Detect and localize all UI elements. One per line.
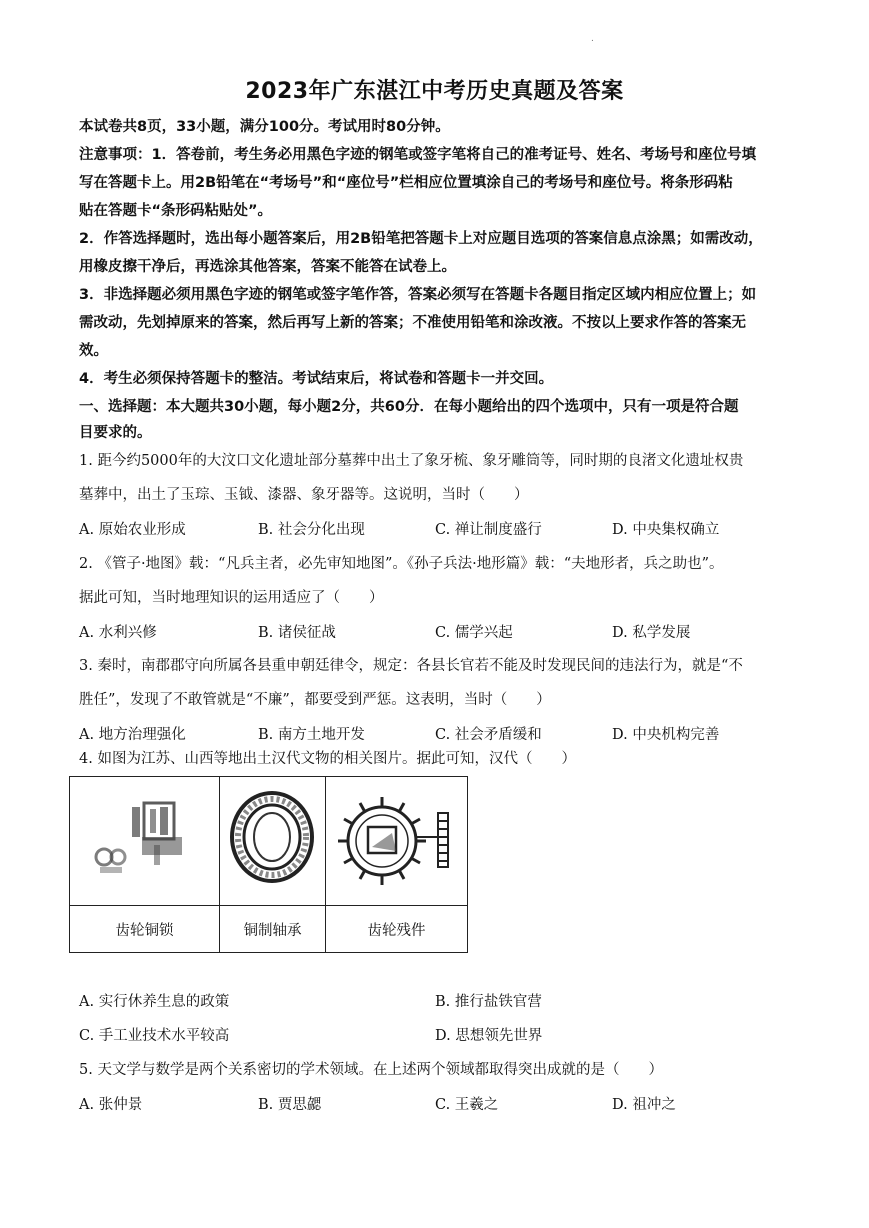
question-2-option-b: B. 诸侯征战 — [258, 625, 336, 641]
question-4-option-c: C. 手工业技术水平较高 — [79, 1028, 230, 1044]
question-1-option-a: A. 原始农业形成 — [79, 522, 186, 538]
question-3-option-d: D. 中央机构完善 — [612, 727, 720, 743]
question-4-option-b: B. 推行盐铁官营 — [435, 994, 542, 1010]
question-2-stem: 2. 《管子·地图》载：“凡兵主者，必先审知地图”。《孙子兵法·地形篇》载：“夫地形者，兵之助也”。 — [79, 556, 724, 572]
question-1-option-d: D. 中央集权确立 — [612, 522, 720, 538]
question-5-option-a: A. 张仲景 — [79, 1097, 143, 1113]
question-3-option-b: B. 南方土地开发 — [258, 727, 365, 743]
intro-line: 2．作答选择题时，选出每小题答案后，用2B铅笔把答题卡上对应题目选项的答案信息点涂黑；如需改动， — [79, 231, 763, 247]
figure-caption: 齿轮铜锁 — [70, 906, 220, 953]
intro-line: 需改动，先划掉原来的答案，然后再写上新的答案；不准使用铅笔和涂改液。不按以上要求作答的答案无 — [79, 315, 746, 331]
bearing-icon — [220, 777, 325, 901]
intro-line: 本试卷共8页，33小题，满分100分。考试用时80分钟。 — [79, 119, 450, 135]
question-2-option-d: D. 私学发展 — [612, 625, 691, 641]
question-5-stem: 5. 天文学与数学是两个关系密切的学术领域。在上述两个领域都取得突出成就的是（ ） — [79, 1062, 663, 1078]
question-1-option-b: B. 社会分化出现 — [258, 522, 365, 538]
intro-line: 写在答题卡上。用2B铅笔在“考场号”和“座位号”栏相应位置填涂自己的考场号和座位号。将条形码粘 — [79, 175, 733, 191]
intro-line: 效。 — [79, 343, 108, 359]
section-heading: 一、选择题：本大题共30小题，每小题2分，共60分．在每小题给出的四个选项中，只有一项是符合题 — [79, 399, 739, 415]
question-2-option-a: A. 水利兴修 — [79, 625, 157, 641]
intro-line: 用橡皮擦干净后，再选涂其他答案，答案不能答在试卷上。 — [79, 259, 456, 275]
question-2-stem: 据此可知，当时地理知识的运用适应了（ ） — [79, 590, 384, 606]
question-1-stem: 墓葬中，出土了玉琮、玉钺、漆器、象牙器等。这说明，当时（ ） — [79, 487, 529, 503]
page-title: 2023年广东湛江中考历史真题及答案 — [245, 79, 624, 104]
question-4-option-a: A. 实行休养生息的政策 — [79, 994, 230, 1010]
intro-line: 4．考生必须保持答题卡的整洁。考试结束后，将试卷和答题卡一并交回。 — [79, 371, 554, 387]
figure-caption: 齿轮残件 — [326, 906, 468, 953]
question-3-stem: 3. 秦时，南郡郡守向所属各县重申朝廷律令，规定：各县长官若不能及时发现民间的违法行为，就是“不 — [79, 658, 743, 674]
figure-caption: 铜制轴承 — [220, 906, 326, 953]
page-mark: . — [591, 34, 594, 44]
question-2-option-c: C. 儒学兴起 — [435, 625, 513, 641]
question-3-option-c: C. 社会矛盾缓和 — [435, 727, 542, 743]
question-5-option-c: C. 王羲之 — [435, 1097, 499, 1113]
question-1-stem: 1. 距今约5000年的大汶口文化遗址部分墓葬中出土了象牙梳、象牙雕筒等，同时期的良渚文化遗址权贵 — [79, 453, 744, 469]
artifact-figure-table — [69, 776, 468, 953]
question-4-option-d: D. 思想领先世界 — [435, 1028, 543, 1044]
question-1-option-c: C. 禅让制度盛行 — [435, 522, 542, 538]
question-3-option-a: A. 地方治理强化 — [79, 727, 186, 743]
gear-fragment-image — [326, 777, 468, 906]
question-5-option-d: D. 祖冲之 — [612, 1097, 676, 1113]
gear-icon — [326, 777, 467, 901]
section-heading: 目要求的。 — [79, 425, 152, 441]
gear-copper-lock-icon — [70, 777, 219, 901]
gear-copper-lock-image — [70, 777, 220, 906]
intro-line: 贴在答题卡“条形码粘贴处”。 — [79, 203, 273, 219]
copper-bearing-image — [220, 777, 326, 906]
question-5-option-b: B. 贾思勰 — [258, 1097, 322, 1113]
intro-line: 注意事项：1．答卷前，考生务必用黑色字迹的钢笔或签字笔将自己的准考证号、姓名、考场号和座位号填 — [79, 147, 757, 163]
question-3-stem: 胜任”，发现了不敢管就是“不廉”，都要受到严惩。这表明，当时（ ） — [79, 692, 551, 708]
intro-line: 3．非选择题必须用黑色字迹的钢笔或签字笔作答，答案必须写在答题卡各题目指定区域内相应位置上；如 — [79, 287, 757, 303]
question-4-stem: 4. 如图为江苏、山西等地出土汉代文物的相关图片。据此可知，汉代（ ） — [79, 751, 576, 767]
